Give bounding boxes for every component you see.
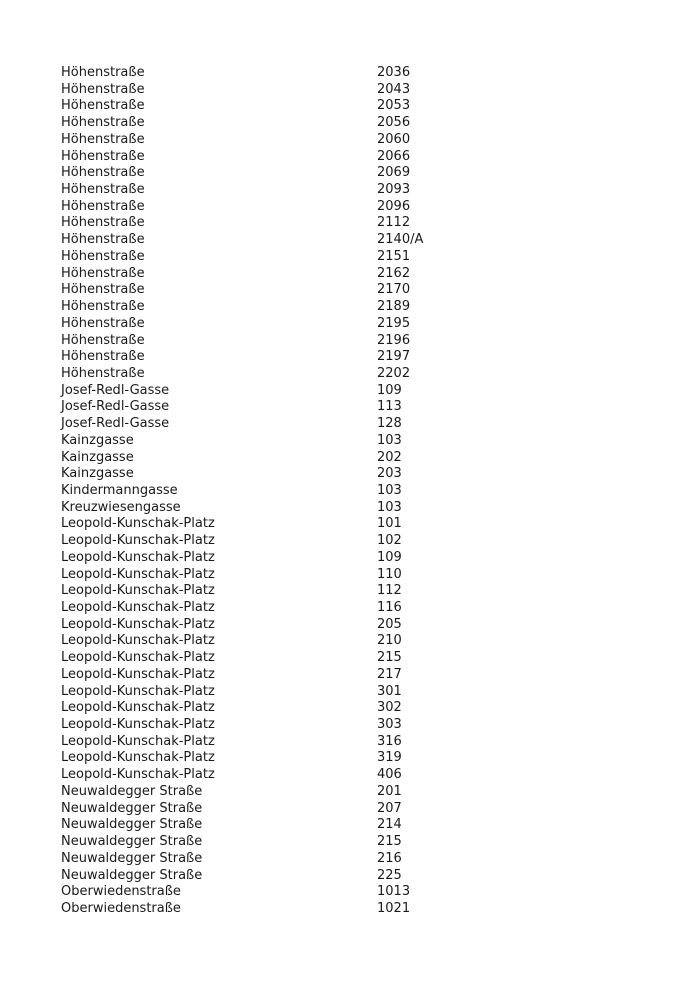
- house-number-cell: 406: [377, 767, 402, 783]
- street-name-cell: Höhenstraße: [61, 115, 145, 131]
- table-row: [61, 366, 661, 383]
- house-number-cell: 103: [377, 432, 402, 448]
- table-row: [61, 333, 661, 350]
- house-number-cell: 2060: [377, 131, 411, 147]
- street-name-cell: Leopold-Kunschak-Platz: [61, 600, 215, 615]
- table-row: [61, 383, 661, 400]
- house-number-cell: 2189: [377, 299, 411, 315]
- street-name-cell: Josef-Redl-Gasse: [61, 416, 170, 432]
- street-name-cell: Höhenstraße: [61, 232, 145, 248]
- house-number-cell: 2195: [377, 315, 411, 331]
- table-row: [61, 182, 661, 199]
- table-row: [61, 165, 661, 182]
- table-row: [61, 533, 661, 550]
- street-name-cell: Kainzgasse: [61, 449, 134, 465]
- street-name-cell: Josef-Redl-Gasse: [61, 382, 170, 398]
- house-number-cell: 2069: [377, 165, 411, 181]
- street-name-cell: Neuwaldegger Straße: [61, 800, 203, 816]
- house-number-cell: 225: [377, 867, 402, 883]
- street-name-cell: Leopold-Kunschak-Platz: [61, 683, 215, 699]
- street-name-cell: Leopold-Kunschak-Platz: [61, 750, 215, 766]
- street-name-cell: Höhenstraße: [61, 315, 145, 331]
- table-row: [61, 316, 661, 333]
- street-name-cell: Neuwaldegger Straße: [61, 834, 203, 850]
- table-row: [61, 650, 661, 667]
- table-row: [61, 567, 661, 584]
- house-number-cell: 215: [377, 834, 402, 850]
- house-number-cell: 2202: [377, 365, 411, 381]
- table-row: [61, 149, 661, 166]
- house-number-cell: 2197: [377, 349, 411, 365]
- street-name-cell: Höhenstraße: [61, 349, 145, 365]
- street-name-cell: Höhenstraße: [61, 65, 145, 80]
- house-number-cell: 2151: [377, 248, 411, 264]
- table-row: [61, 450, 661, 467]
- table-row: [61, 834, 661, 851]
- street-name-cell: Leopold-Kunschak-Platz: [61, 566, 215, 582]
- street-name-cell: Leopold-Kunschak-Platz: [61, 583, 215, 599]
- street-name-cell: Höhenstraße: [61, 165, 145, 181]
- house-number-cell: 2162: [377, 265, 411, 281]
- house-number-cell: 112: [377, 583, 402, 599]
- street-name-cell: Höhenstraße: [61, 148, 145, 164]
- street-name-cell: Höhenstraße: [61, 299, 145, 315]
- street-name-cell: Josef-Redl-Gasse: [61, 399, 170, 415]
- street-name-cell: Höhenstraße: [61, 182, 145, 198]
- table-row: [61, 784, 661, 801]
- house-number-cell: 2056: [377, 115, 411, 131]
- house-number-cell: 2170: [377, 282, 411, 298]
- street-name-cell: Leopold-Kunschak-Platz: [61, 733, 215, 749]
- house-number-cell: 319: [377, 750, 402, 766]
- table-row: [61, 633, 661, 650]
- house-number-cell: 2036: [377, 65, 411, 80]
- table-row: [61, 282, 661, 299]
- table-row: [61, 801, 661, 818]
- table-row: [61, 750, 661, 767]
- table-row: [61, 516, 661, 533]
- table-row: [61, 868, 661, 885]
- street-name-cell: Höhenstraße: [61, 81, 145, 97]
- house-number-cell: 110: [377, 566, 402, 582]
- street-name-cell: Neuwaldegger Straße: [61, 867, 203, 883]
- street-name-cell: Höhenstraße: [61, 332, 145, 348]
- house-number-cell: 109: [377, 382, 402, 398]
- street-name-cell: Kindermanngasse: [61, 482, 178, 498]
- house-number-cell: 201: [377, 783, 402, 799]
- table-row: [61, 98, 661, 115]
- table-row: [61, 266, 661, 283]
- house-number-cell: 217: [377, 666, 402, 682]
- house-number-cell: 109: [377, 549, 402, 565]
- table-row: [61, 767, 661, 784]
- street-name-cell: Höhenstraße: [61, 131, 145, 147]
- table-row: [61, 600, 661, 617]
- street-name-cell: Leopold-Kunschak-Platz: [61, 700, 215, 716]
- house-number-cell: 202: [377, 449, 402, 465]
- table-row: [61, 466, 661, 483]
- house-number-cell: 103: [377, 482, 402, 498]
- house-number-cell: 1021: [377, 900, 411, 916]
- house-number-cell: 215: [377, 650, 402, 666]
- table-row: [61, 299, 661, 316]
- table-row: [61, 65, 661, 82]
- table-row: [61, 734, 661, 751]
- house-number-cell: 316: [377, 733, 402, 749]
- house-number-cell: 2140/A: [377, 232, 424, 248]
- house-number-cell: 103: [377, 499, 402, 515]
- table-row: [61, 684, 661, 701]
- house-number-cell: 128: [377, 416, 402, 432]
- house-number-cell: 116: [377, 600, 402, 615]
- house-number-cell: 2112: [377, 215, 411, 231]
- house-number-cell: 216: [377, 850, 402, 866]
- house-number-cell: 302: [377, 700, 402, 716]
- house-number-cell: 303: [377, 717, 402, 733]
- table-row: [61, 717, 661, 734]
- table-row: [61, 132, 661, 149]
- table-row: [61, 483, 661, 500]
- street-name-cell: Höhenstraße: [61, 198, 145, 214]
- house-number-cell: 1013: [377, 884, 411, 900]
- table-row: [61, 232, 661, 249]
- table-row: [61, 433, 661, 450]
- table-row: [61, 115, 661, 132]
- street-name-cell: Leopold-Kunschak-Platz: [61, 533, 215, 549]
- house-number-cell: 203: [377, 466, 402, 482]
- street-name-cell: Kainzgasse: [61, 432, 134, 448]
- table-row: [61, 884, 661, 901]
- street-name-cell: Leopold-Kunschak-Platz: [61, 767, 215, 783]
- house-number-cell: 214: [377, 817, 402, 833]
- street-name-cell: Leopold-Kunschak-Platz: [61, 650, 215, 666]
- house-number-cell: 301: [377, 683, 402, 699]
- street-name-cell: Oberwiedenstraße: [61, 884, 181, 900]
- table-row: [61, 851, 661, 868]
- house-number-cell: 205: [377, 616, 402, 632]
- table-row: [61, 349, 661, 366]
- house-number-cell: 210: [377, 633, 402, 649]
- street-name-cell: Leopold-Kunschak-Platz: [61, 666, 215, 682]
- table-row: [61, 416, 661, 433]
- street-name-cell: Höhenstraße: [61, 98, 145, 114]
- street-name-cell: Höhenstraße: [61, 215, 145, 231]
- street-name-cell: Leopold-Kunschak-Platz: [61, 516, 215, 532]
- table-row: [61, 399, 661, 416]
- house-number-cell: 2066: [377, 148, 411, 164]
- house-number-cell: 113: [377, 399, 402, 415]
- table-row: [61, 199, 661, 216]
- table-row: [61, 215, 661, 232]
- table-row: [61, 901, 661, 918]
- street-name-cell: Leopold-Kunschak-Platz: [61, 616, 215, 632]
- house-number-cell: 207: [377, 800, 402, 816]
- street-name-cell: Neuwaldegger Straße: [61, 850, 203, 866]
- address-table: [61, 65, 661, 918]
- table-row: [61, 583, 661, 600]
- table-row: [61, 817, 661, 834]
- street-name-cell: Höhenstraße: [61, 265, 145, 281]
- street-name-cell: Leopold-Kunschak-Platz: [61, 549, 215, 565]
- table-row: [61, 249, 661, 266]
- house-number-cell: 101: [377, 516, 402, 532]
- table-row: [61, 550, 661, 567]
- street-name-cell: Neuwaldegger Straße: [61, 783, 203, 799]
- street-name-cell: Höhenstraße: [61, 282, 145, 298]
- street-name-cell: Oberwiedenstraße: [61, 900, 181, 916]
- table-row: [61, 617, 661, 634]
- street-name-cell: Höhenstraße: [61, 248, 145, 264]
- house-number-cell: 2093: [377, 182, 411, 198]
- house-number-cell: 2043: [377, 81, 411, 97]
- street-name-cell: Neuwaldegger Straße: [61, 817, 203, 833]
- house-number-cell: 2096: [377, 198, 411, 214]
- table-row: [61, 500, 661, 517]
- street-name-cell: Kainzgasse: [61, 466, 134, 482]
- table-row: [61, 700, 661, 717]
- street-name-cell: Leopold-Kunschak-Platz: [61, 717, 215, 733]
- house-number-cell: 102: [377, 533, 402, 549]
- street-name-cell: Leopold-Kunschak-Platz: [61, 633, 215, 649]
- house-number-cell: 2196: [377, 332, 411, 348]
- street-name-cell: Kreuzwiesengasse: [61, 499, 181, 515]
- table-row: [61, 667, 661, 684]
- table-row: [61, 82, 661, 99]
- house-number-cell: 2053: [377, 98, 411, 114]
- street-name-cell: Höhenstraße: [61, 365, 145, 381]
